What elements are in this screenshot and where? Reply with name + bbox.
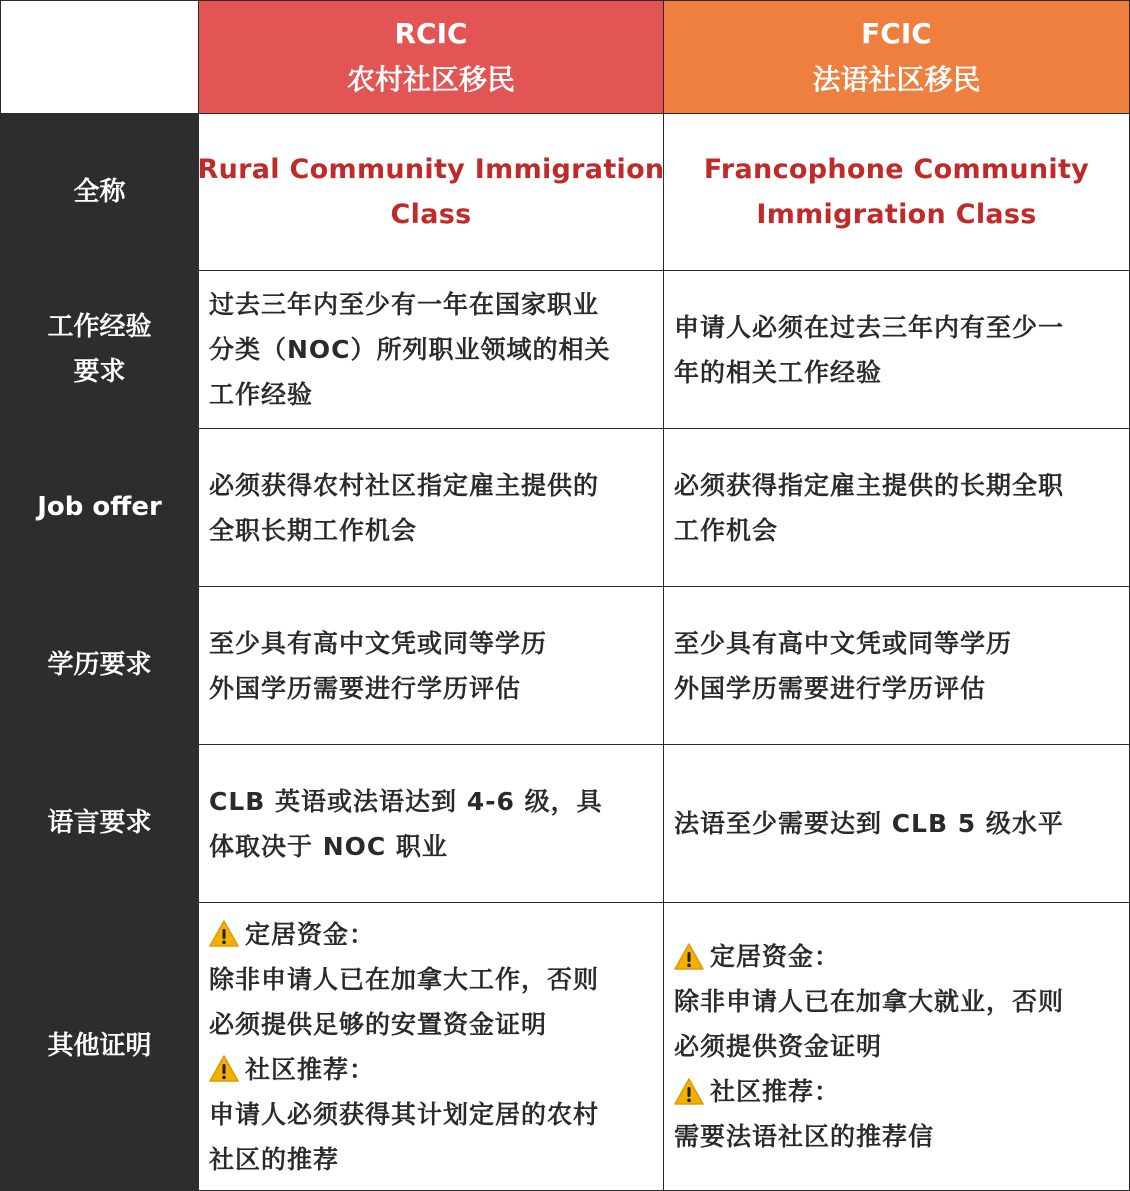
rcic-full-name-line: Rural Community Immigration bbox=[197, 154, 665, 185]
rcic-fund-line: 必须提供足够的安置资金证明 bbox=[209, 1009, 548, 1039]
fcic-fund-title: 定居资金： bbox=[710, 942, 841, 971]
fcic-fund-heading bbox=[674, 934, 1119, 979]
row-label-other-proofs bbox=[0, 903, 199, 1191]
fcic-job-offer-line: 必须获得指定雇主提供的长期全职 bbox=[674, 470, 1065, 500]
header-rcic bbox=[199, 0, 664, 114]
row-label-language bbox=[0, 745, 199, 903]
fcic-fund-line: 除非申请人已在加拿大就业，否则 bbox=[674, 987, 1065, 1016]
row-label-line: Job offer bbox=[37, 492, 162, 522]
rcic-education-line: 至少具有高中文凭或同等学历 bbox=[209, 628, 548, 658]
rcic-job-offer bbox=[199, 429, 664, 587]
rcic-referral-line: 申请人必须获得其计划定居的农村 bbox=[209, 1099, 600, 1129]
row-label-job-offer bbox=[0, 429, 199, 587]
fcic-referral-line: 需要法语社区的推荐信 bbox=[674, 1122, 935, 1151]
fcic-work-experience-line: 年的相关工作经验 bbox=[674, 357, 883, 387]
warning-icon bbox=[674, 943, 704, 971]
header-fcic-name: 法语社区移民 bbox=[812, 63, 981, 96]
row-label-line: 全称 bbox=[73, 176, 126, 207]
header-fcic-abbr: FCIC bbox=[861, 17, 932, 50]
fcic-referral-heading bbox=[674, 1069, 1119, 1114]
rcic-full-name bbox=[199, 114, 664, 271]
fcic-education-line: 外国学历需要进行学历评估 bbox=[674, 673, 987, 703]
rcic-fund-heading bbox=[209, 912, 653, 957]
row-label-line: 其他证明 bbox=[47, 1031, 152, 1061]
row-label-work-experience bbox=[0, 271, 199, 429]
rcic-work-experience-line: 过去三年内至少有一年在国家职业 bbox=[209, 290, 600, 319]
row-label-line: 学历要求 bbox=[47, 650, 152, 680]
fcic-work-experience bbox=[664, 271, 1130, 429]
fcic-job-offer bbox=[664, 429, 1130, 587]
rcic-language-line: CLB 英语或法语达到 4-6 级，具 bbox=[209, 786, 603, 816]
fcic-fund-line: 必须提供资金证明 bbox=[674, 1032, 883, 1061]
rcic-referral-line: 社区的推荐 bbox=[209, 1144, 340, 1174]
fcic-work-experience-line: 申请人必须在过去三年内有至少一 bbox=[674, 312, 1065, 342]
fcic-full-name-line: Immigration Class bbox=[756, 199, 1037, 230]
rcic-fund-title: 定居资金： bbox=[245, 919, 376, 949]
row-label-line: 工作经验 bbox=[47, 311, 152, 342]
row-label-line: 语言要求 bbox=[47, 808, 152, 838]
warning-icon bbox=[674, 1078, 704, 1106]
row-label-line: 要求 bbox=[73, 356, 126, 387]
row-label-full-name bbox=[0, 114, 199, 271]
rcic-referral-heading bbox=[209, 1047, 653, 1092]
rcic-referral-title: 社区推荐： bbox=[245, 1054, 376, 1084]
header-rcic-name: 农村社区移民 bbox=[346, 63, 515, 96]
rcic-education-line: 外国学历需要进行学历评估 bbox=[209, 673, 522, 703]
fcic-education-line: 至少具有高中文凭或同等学历 bbox=[674, 628, 1013, 658]
fcic-job-offer-line: 工作机会 bbox=[674, 515, 779, 545]
rcic-language-line: 体取决于 NOC 职业 bbox=[209, 831, 448, 861]
fcic-full-name-line: Francophone Community bbox=[703, 154, 1090, 185]
rcic-work-experience-line: 工作经验 bbox=[209, 380, 314, 409]
rcic-language bbox=[199, 745, 664, 903]
table-corner bbox=[0, 0, 199, 114]
rcic-education bbox=[199, 587, 664, 745]
fcic-other-proofs bbox=[664, 903, 1130, 1191]
rcic-fund-line: 除非申请人已在加拿大工作，否则 bbox=[209, 964, 600, 994]
warning-icon bbox=[209, 1055, 239, 1083]
fcic-language bbox=[664, 745, 1130, 903]
fcic-language-line: 法语至少需要达到 CLB 5 级水平 bbox=[674, 809, 1064, 838]
rcic-job-offer-line: 全职长期工作机会 bbox=[209, 515, 418, 545]
warning-icon bbox=[209, 920, 239, 948]
fcic-education bbox=[664, 587, 1130, 745]
header-rcic-abbr: RCIC bbox=[394, 17, 468, 50]
rcic-other-proofs bbox=[199, 903, 664, 1191]
fcic-referral-title: 社区推荐： bbox=[710, 1077, 841, 1106]
row-label-education bbox=[0, 587, 199, 745]
rcic-full-name-line: Class bbox=[390, 199, 472, 230]
rcic-job-offer-line: 必须获得农村社区指定雇主提供的 bbox=[209, 470, 600, 500]
header-fcic bbox=[664, 0, 1130, 114]
rcic-work-experience-line: 分类（NOC）所列职业领域的相关 bbox=[209, 335, 611, 364]
rcic-work-experience bbox=[199, 271, 664, 429]
fcic-full-name bbox=[664, 114, 1130, 271]
